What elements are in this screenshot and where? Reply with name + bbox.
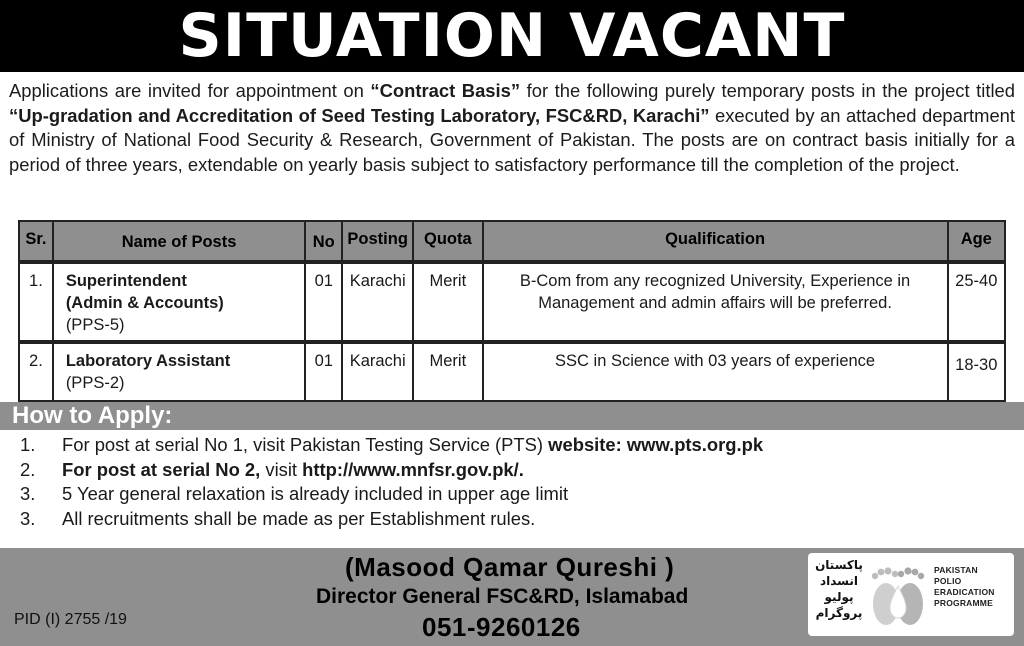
cell-post-name [54,264,307,344]
how-to-apply-list [20,433,1010,531]
how-to-apply-bar [0,402,1024,430]
intro-contract-basis: “Contract Basis” [370,80,521,101]
logo-urdu-text [812,557,866,621]
post-pps: (PPS-2) [65,374,125,392]
logo-text-line: ERADICATION [934,587,995,597]
logo-english-text [934,565,995,609]
cell-age: 18-30 [955,356,998,374]
intro-project-title: “Up-gradation and Accreditation of Seed Testing Laboratory, FSC&RD, Karachi” [9,104,710,126]
step-number: 2. [20,458,36,480]
col-header-sr: Sr. [20,222,54,264]
cell-post-name [54,344,307,400]
step-text-bold: For post at serial No 2, [62,458,261,480]
cell-qualification: B-Com from any recognized University, Experience in Management and admin affairs will be preferred. [484,264,949,344]
intro-paragraph [9,79,1015,177]
signatory-title: Director General FSC&RD, Islamabad [316,585,689,608]
cell-no: 01 [306,344,343,400]
logo-text-line: PROGRAMME [934,598,993,608]
col-header-quota: Quota [414,222,483,264]
cell-age: 25-40 [949,264,1004,344]
cell-posting: Karachi [343,344,414,400]
post-name-line1: Laboratory Assistant [65,352,231,370]
col-header-posting: Posting [343,222,414,264]
col-header-name: Name of Posts [54,222,307,264]
page-title: SITUATION VACANT [178,1,846,71]
cell-sr: 2. [20,344,54,400]
logo-text-line: POLIO [934,576,962,586]
step-website-mnfsr: http://www.mnfsr.gov.pk/. [302,458,524,480]
logo-urdu-line: پاکستان [815,558,863,572]
list-item [20,433,1010,458]
signatory-name: (Masood Qamar Qureshi ) [345,552,675,582]
step-website-pts: website: www.pts.org.pk [548,434,764,455]
logo-urdu-line: پولیو [824,590,854,604]
how-to-apply-title: How to Apply: [12,402,173,429]
step-text: visit [260,458,303,480]
cell-posting: Karachi [343,264,414,344]
step-number: 3. [20,483,36,504]
cell-sr: 1. [20,264,54,344]
post-pps: (PPS-5) [65,316,125,334]
cell-quota: Merit [414,264,483,344]
cell-qualification: SSC in Science with 03 years of experience [484,344,949,400]
list-item [20,458,1010,483]
step-text: For post at serial No 1, visit Pakistan Testing Service (PTS) [62,434,549,455]
list-item [20,507,1010,532]
list-item [20,482,1010,507]
posts-table [18,220,1006,402]
header-bar [0,0,1024,72]
signatory-phone: 051-9260126 [422,612,581,642]
pid-number: PID (I) 2755 /19 [14,611,127,628]
col-header-age: Age [949,222,1004,264]
col-header-no: No [306,222,343,264]
polio-logo [808,553,1014,636]
col-header-qualification: Qualification [484,222,949,264]
logo-urdu-line: پروگرام [815,606,863,620]
footprints-icon [866,556,930,632]
table-row [20,344,1004,400]
post-name-line2: (Admin & Accounts) [65,294,224,312]
logo-urdu-line: انسداد [819,574,859,588]
logo-text-line: PAKISTAN [934,565,978,575]
table-header-row [20,222,1004,264]
step-text: 5 Year general relaxation is already included in upper age limit [62,483,569,504]
step-number: 3. [20,507,36,529]
cell-no: 01 [306,264,343,344]
intro-text-3: executed by an attached department of Ministry of National Food Security & Research, Government of Pakistan. The posts are on contract basis initially for a period of three years, extendable on yearly basis subject to satisfactory performance till the completion of the project. [9,104,1016,175]
table-row [20,264,1004,344]
post-name-line1: Superintendent [65,272,187,290]
step-text: All recruitments shall be made as per Establishment rules. [62,507,536,529]
intro-text-2: for the following purely temporary posts in the project titled [520,80,1016,101]
cell-quota: Merit [414,344,483,400]
step-number: 1. [20,434,36,455]
intro-text-1: Applications are invited for appointment on [9,80,371,101]
